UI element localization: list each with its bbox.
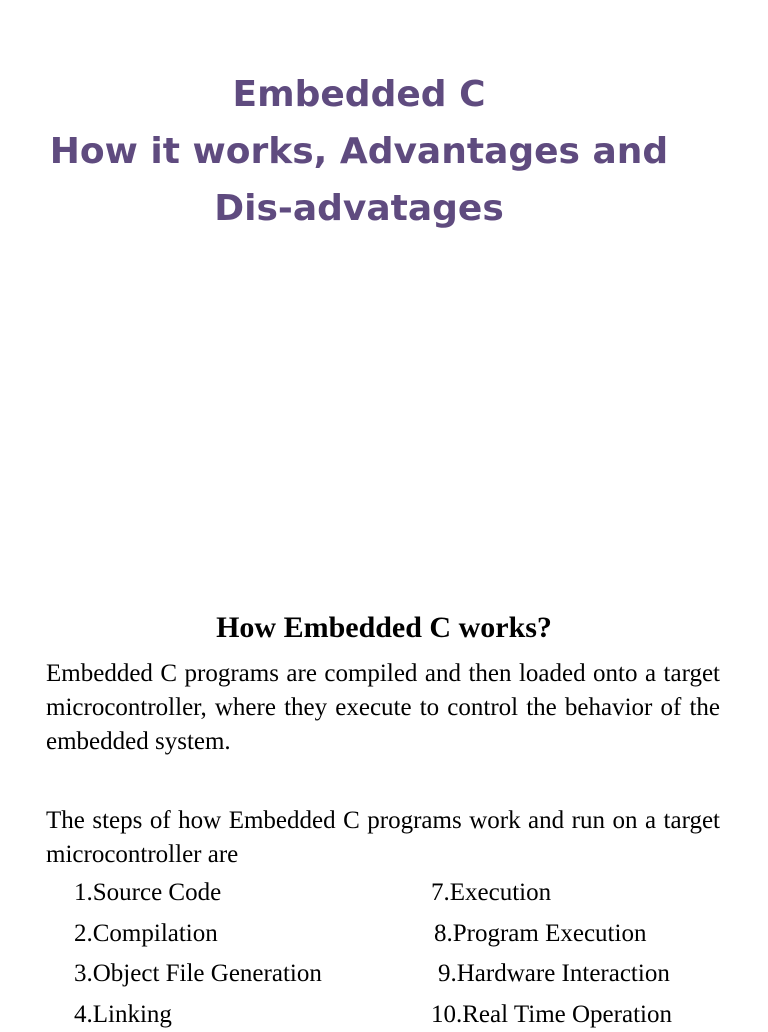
steps-intro-paragraph: The steps of how Embedded C programs work and run on a target microcontroller are xyxy=(46,807,720,868)
step-item: 4.Linking xyxy=(74,1001,172,1028)
step-item: 3.Object File Generation xyxy=(74,960,322,987)
intro-paragraph: Embedded C programs are compiled and then loaded onto a target microcontroller, where they execute to control the behavior of the embedded system. xyxy=(46,660,720,755)
title-line-3: Dis-advatages xyxy=(214,188,504,229)
step-item: 2.Compilation xyxy=(74,920,218,947)
step-item: 8.Program Execution xyxy=(434,920,647,947)
title-line-2: How it works, Advantages and xyxy=(49,131,669,172)
slide-title xyxy=(0,66,718,237)
steps-list xyxy=(0,876,768,1028)
step-item: 10.Real Time Operation xyxy=(431,1001,672,1028)
section-heading: How Embedded C works? xyxy=(216,611,552,644)
step-item: 7.Execution xyxy=(431,879,552,906)
title-line-1: Embedded C xyxy=(232,74,486,115)
step-item: 9.Hardware Interaction xyxy=(438,960,670,987)
step-item: 1.Source Code xyxy=(74,879,222,906)
